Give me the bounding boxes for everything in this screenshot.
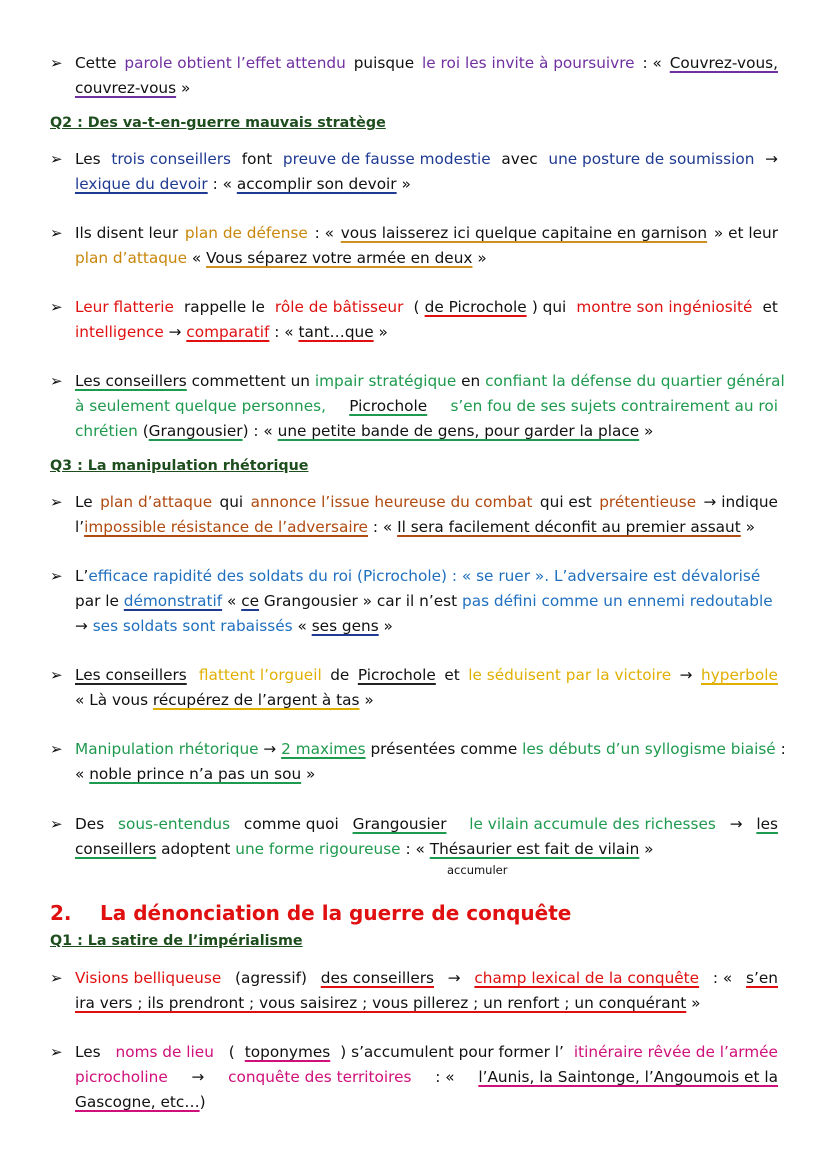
section-title: La dénonciation de la guerre de conquête: [100, 901, 572, 925]
paragraph-6-line-2: l’impossible résistance de l’adversaire : « Il sera facilement déconfit au premier assaut »: [75, 518, 755, 536]
section-number: 2.: [50, 901, 72, 925]
paragraph-7-line-2: par le démonstratif « ce Grangousier » car il n’est pas défini comme un ennemi redoutable: [75, 592, 773, 610]
paragraph-2-line-2: lexique du devoir : « accomplir son devoir »: [75, 175, 411, 193]
paragraph-12-line-2: picrocholine → conquête des territoires : « l’Aunis, la Saintonge, l’Angoumois et la: [75, 1068, 778, 1086]
arrowhead-bullet-icon: ➢: [50, 666, 63, 684]
paragraph-3-line-2: plan d’attaque « Vous séparez votre armée en deux »: [75, 249, 487, 267]
arrowhead-bullet-icon: ➢: [50, 372, 63, 390]
paragraph-6-line-1: Le plan d’attaque qui annonce l’issue heureuse du combat qui est prétentieuse → indique: [75, 493, 778, 511]
paragraph-5-line-3: chrétien (Grangousier) : « une petite bande de gens, pour garder la place »: [75, 422, 654, 440]
arrowhead-bullet-icon: ➢: [50, 567, 63, 585]
paragraph-4-line-1: Leur flatterie rappelle le rôle de bâtisseur ( de Picrochole ) qui montre son ingéniosité et: [75, 298, 778, 316]
section-2-heading: [50, 900, 571, 926]
paragraph-10-line-1: Des sous-entendus comme quoi Grangousier le vilain accumule des richesses → les: [75, 815, 778, 833]
paragraph-9-line-2: « noble prince n’a pas un sou »: [75, 765, 316, 783]
paragraph-5-line-2: à seulement quelque personnes, Picrochole s’en fou de ses sujets contrairement au roi: [75, 397, 778, 415]
paragraph-1-line-2: couvrez-vous »: [75, 79, 191, 97]
arrowhead-bullet-icon: ➢: [50, 224, 63, 242]
paragraph-4-line-2: intelligence → comparatif : « tant…que »: [75, 323, 388, 341]
paragraph-10-line-2: conseillers adoptent une forme rigoureuse : « Thésaurier est fait de vilain »: [75, 840, 654, 858]
q2-heading: Q2 : Des va-t-en-guerre mauvais stratège: [50, 115, 386, 131]
q1-heading: Q1 : La satire de l’impérialisme: [50, 933, 303, 949]
arrowhead-bullet-icon: ➢: [50, 54, 63, 72]
paragraph-5-line-1: Les conseillers commettent un impair stratégique en confiant la défense du quartier général: [75, 372, 785, 390]
paragraph-2-line-1: Les trois conseillers font preuve de fausse modestie avec une posture de soumission →: [75, 150, 778, 168]
paragraph-7-line-1: L’efficace rapidité des soldats du roi (Picrochole) : « se ruer ». L’adversaire est dévalorisé: [75, 567, 761, 585]
arrowhead-bullet-icon: ➢: [50, 815, 63, 833]
paragraph-7-line-3: → ses soldats sont rabaissés « ses gens »: [75, 617, 393, 635]
paragraph-3-line-1: Ils disent leur plan de défense : « vous laisserez ici quelque capitaine en garnison » et leur: [75, 224, 778, 242]
paragraph-1-line-1: Cette parole obtient l’effet attendu puisque le roi les invite à poursuivre : « Couvrez-vous,: [75, 54, 778, 72]
paragraph-12-line-1: Les noms de lieu ( toponymes ) s’accumulent pour former l’ itinéraire rêvée de l’armée: [75, 1043, 778, 1061]
arrowhead-bullet-icon: ➢: [50, 740, 63, 758]
paragraph-9-line-1: Manipulation rhétorique → 2 maximes présentées comme les débuts d’un syllogisme biaisé :: [75, 740, 786, 758]
annotation-note: accumuler: [447, 863, 508, 877]
arrowhead-bullet-icon: ➢: [50, 1043, 63, 1061]
q3-heading: Q3 : La manipulation rhétorique: [50, 458, 309, 474]
paragraph-8-line-2: « Là vous récupérez de l’argent à tas »: [75, 691, 374, 709]
arrowhead-bullet-icon: ➢: [50, 493, 63, 511]
paragraph-11-line-2: ira vers ; ils prendront ; vous saisirez ; vous pillerez ; un renfort ; un conquérant »: [75, 994, 701, 1012]
paragraph-11-line-1: Visions belliqueuse (agressif) des conseillers → champ lexical de la conquête : « s’en: [75, 969, 778, 987]
paragraph-8-line-1: Les conseillers flattent l’orgueil de Picrochole et le séduisent par la victoire → hyperbole: [75, 666, 778, 684]
paragraph-12-line-3: Gascogne, etc…): [75, 1093, 206, 1111]
arrowhead-bullet-icon: ➢: [50, 150, 63, 168]
arrowhead-bullet-icon: ➢: [50, 969, 63, 987]
arrowhead-bullet-icon: ➢: [50, 298, 63, 316]
